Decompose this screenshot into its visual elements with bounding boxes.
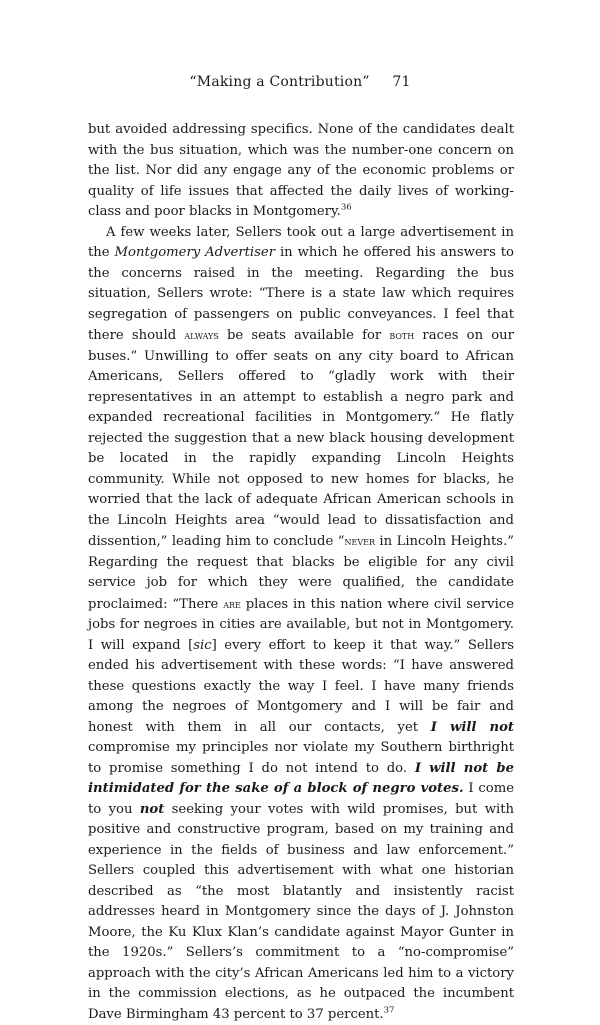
emphasis-not-intimidated: I will not be intimidated for the sake of a block of negro votes. <box>88 761 514 797</box>
paragraph-1 <box>88 120 514 223</box>
p2-seg-15: compromise my principles nor violate my Southern birthright to promise something I do not intend to do. <box>88 740 514 776</box>
running-header <box>0 74 600 90</box>
p2-seg-1: A few weeks later, Sellers took out a large advertisement in the <box>88 225 514 261</box>
p2-seg-19: seeking your votes with wild promises, but with positive and constructive program, based on my training and experience in the fields of business and law enforcement.” Sellers coupled this advertisement with what one historian described as “the most blatantly and insistently racist addresses heard in Montgomery since the days of J. Johnston Moore, the Ku Klux Klan’s candidate against Mayor Gunter in the 1920s.” Sellers’s commitment to a “no-compromise” approach with the city’s African Americans led him to a victory in the commission elections, as he outpaced the incumbent Dave Birmingham 43 percent to 37 percent. <box>88 802 514 1022</box>
footnote-ref-37: 37 <box>384 1005 395 1015</box>
p2-seg-7: races on our buses.” Unwilling to offer seats on any city board to African Americans, Sellers offered to “gladly work with their representatives in an attempt to establish a negro park and expanded recreational facilities in Montgomery.” He flatly rejected the suggestion that a new black housing development be located in the rapidly expanding Lincoln Heights community. While not opposed to new homes for blacks, he worried that the lack of adequate African American schools in the Lincoln Heights area “would lead to dissatisfaction and dissention,” leading him to conclude “ <box>88 328 514 549</box>
paragraph-1-text: but avoided addressing specifics. None of the candidates dealt with the bus situation, which was the number-one concern on the list. Nor did any engage any of the economic problems or quality of life issues that affected the daily lives of working-class and poor blacks in Montgomery. <box>88 122 514 219</box>
emphasis-always: always <box>184 328 218 342</box>
paragraph-2 <box>88 223 514 1025</box>
p2-seg-3: in which he offered his answers to the concerns raised in the meeting. Regarding the bus situation, Sellers wrote: “There is a state law which requires segregation of passengers on public conveyances. I feel that there should <box>88 245 514 343</box>
footnote-ref-36: 36 <box>341 203 352 213</box>
p2-seg-11: places in this nation where civil service jobs for negroes in cities are available, but not in Montgomery. I will expand [ <box>88 597 514 653</box>
emphasis-both: both <box>389 328 414 342</box>
page-number: 71 <box>392 74 410 90</box>
p2-seg-17: I come to you <box>88 781 514 817</box>
p2-seg-9: in Lincoln Heights.” Regarding the request that blacks be eligible for any civil service job for which they were qualified, the candidate proclaimed: “There <box>88 534 514 612</box>
p2-seg-13: ] every effort to keep it that way.” Sellers ended his advertisement with these words: “I have answered these questions exactly the way I feel. I have many friends among the negroes of Montgomery and I will be fair and honest with them in all our contacts, yet <box>88 638 514 735</box>
sic-mark: sic <box>193 638 211 653</box>
emphasis-are: are <box>223 597 241 611</box>
running-title: “Making a Contribution” <box>189 74 369 90</box>
body-text <box>88 120 514 1025</box>
newspaper-title: Montgomery Advertiser <box>115 245 276 260</box>
p2-seg-5: be seats available for <box>219 328 390 343</box>
emphasis-i-will-not: I will not <box>431 720 514 735</box>
emphasis-not: not <box>140 802 164 817</box>
emphasis-never: never <box>344 534 374 548</box>
